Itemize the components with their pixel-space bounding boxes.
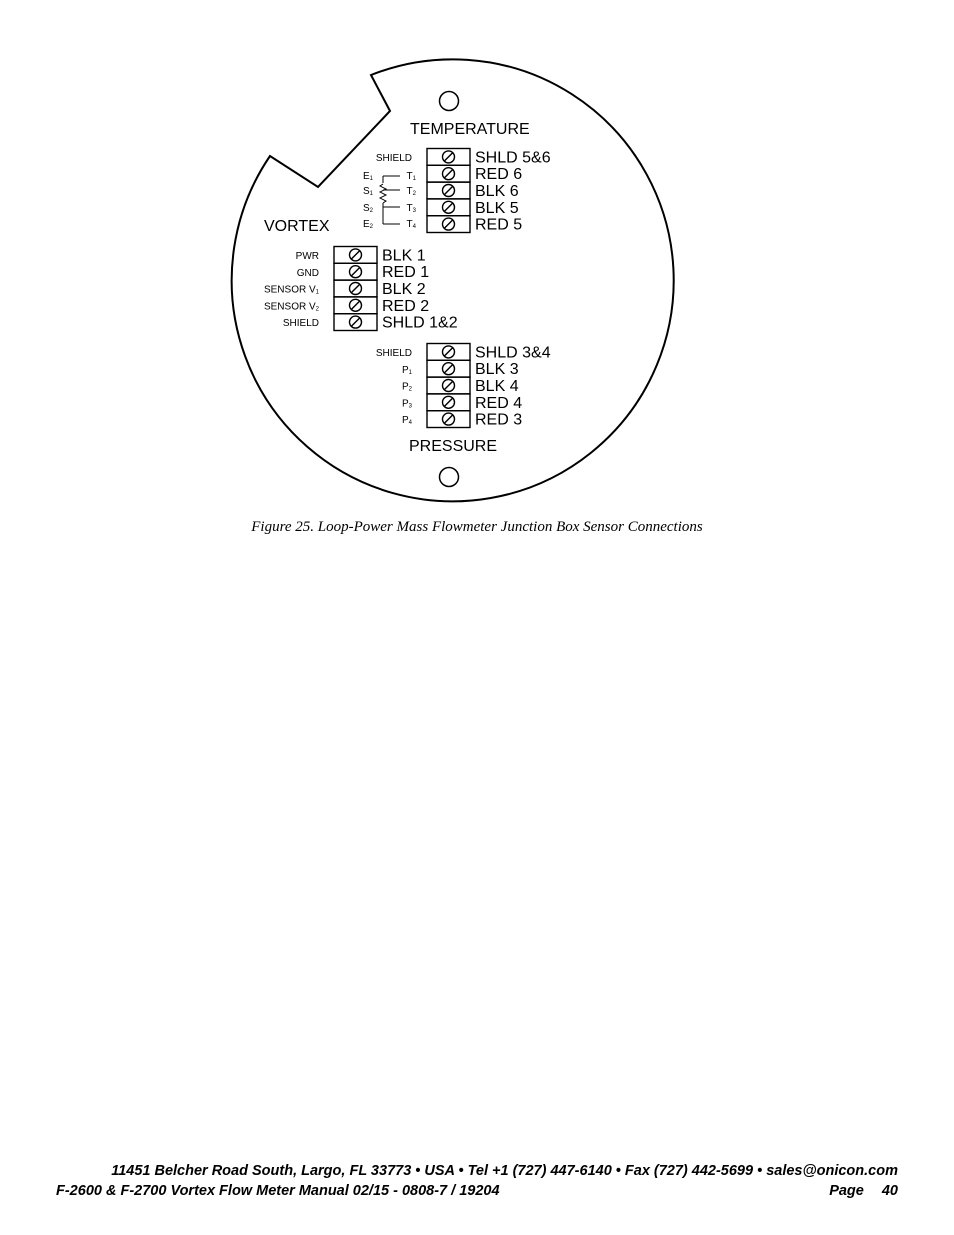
screw-slot xyxy=(445,365,453,373)
vortex-pin-label: SENSOR V2 xyxy=(263,301,319,313)
temperature-wire-label: BLK 5 xyxy=(475,199,519,217)
screw-slot xyxy=(445,415,453,423)
vortex-wire-label: BLK 2 xyxy=(382,281,426,298)
pressure-wire-label: BLK 4 xyxy=(475,378,519,395)
screw-slot xyxy=(352,318,360,326)
vortex-pin-label: PWR xyxy=(295,251,319,262)
footer-manual-title: F-2600 & F-2700 Vortex Flow Meter Manual 02/15 - 0808-7 / 19204 xyxy=(56,1183,500,1199)
screw-slot xyxy=(445,220,453,228)
temperature-left-pin: E1 xyxy=(362,171,373,182)
temperature-right-pin: T2 xyxy=(406,186,416,197)
pressure-pin-label: P4 xyxy=(401,415,412,427)
temperature-title: TEMPERATURE xyxy=(410,121,530,138)
page-number: 40 xyxy=(881,1183,898,1199)
vortex-wire-label: RED 1 xyxy=(382,264,430,282)
temperature-shield-label: SHIELD xyxy=(375,153,412,164)
vortex-terminal-block xyxy=(264,247,458,332)
vortex-pin-label: GND xyxy=(296,267,319,279)
junction-box-diagram xyxy=(0,0,954,520)
pressure-wire-label: SHLD 3&4 xyxy=(475,344,551,362)
temperature-right-pin: T1 xyxy=(406,171,416,182)
pressure-wire-label: BLK 3 xyxy=(475,361,519,379)
pressure-wire-label: RED 4 xyxy=(475,394,523,412)
temperature-right-pin: T3 xyxy=(406,203,416,214)
rtd-wiring xyxy=(380,176,400,224)
screw-slot xyxy=(445,348,453,356)
screw-slot xyxy=(352,268,360,276)
pressure-pin-label: SHIELD xyxy=(375,348,412,359)
temperature-left-pin: S2 xyxy=(362,203,373,214)
pressure-wire-label: RED 3 xyxy=(475,411,523,429)
temperature-wire-label: RED 5 xyxy=(475,216,523,234)
temperature-sensor-pins xyxy=(363,153,417,230)
screw-slot xyxy=(445,170,453,178)
vortex-wire-label: SHLD 1&2 xyxy=(382,314,458,332)
mounting-hole-top xyxy=(440,92,459,111)
footer-page xyxy=(811,1183,898,1199)
temperature-right-pin: T4 xyxy=(406,219,416,230)
screw-slot xyxy=(445,153,453,161)
vortex-wire-label: RED 2 xyxy=(382,297,430,315)
footer-address: 11451 Belcher Road South, Largo, FL 33773 • USA • Tel +1 (727) 447-6140 • Fax (727) 442-5699 • sales@onicon.com xyxy=(111,1163,898,1179)
screw-slot xyxy=(445,382,453,390)
temperature-wire-label: SHLD 5&6 xyxy=(475,149,551,167)
screw-slot xyxy=(352,301,360,309)
screw-slot xyxy=(352,285,360,293)
screw-slot xyxy=(445,187,453,195)
figure-caption: Figure 25. Loop-Power Mass Flowmeter Junction Box Sensor Connections xyxy=(251,519,703,535)
pressure-pin-label: P1 xyxy=(401,364,412,376)
temperature-terminal-block xyxy=(427,149,551,234)
vortex-pin-label: SHIELD xyxy=(282,318,319,330)
pressure-title: PRESSURE xyxy=(409,438,498,455)
footer-manual xyxy=(56,1183,898,1199)
temperature-wire-label: BLK 6 xyxy=(475,183,519,200)
pressure-pin-label: P2 xyxy=(401,381,412,393)
temperature-wire-label: RED 6 xyxy=(475,166,523,184)
screw-slot xyxy=(352,251,360,259)
vortex-title: VORTEX xyxy=(264,218,330,235)
pressure-terminal-block xyxy=(376,344,551,429)
mounting-hole-bottom xyxy=(440,468,459,487)
temperature-left-pin: S1 xyxy=(362,186,373,197)
pressure-pin-label: P3 xyxy=(401,398,412,410)
screw-slot xyxy=(445,398,453,406)
vortex-pin-label: SENSOR V1 xyxy=(263,284,319,296)
screw-slot xyxy=(445,203,453,211)
page-label: Page xyxy=(829,1183,864,1199)
temperature-left-pin: E2 xyxy=(362,219,373,230)
vortex-wire-label: BLK 1 xyxy=(382,247,426,265)
